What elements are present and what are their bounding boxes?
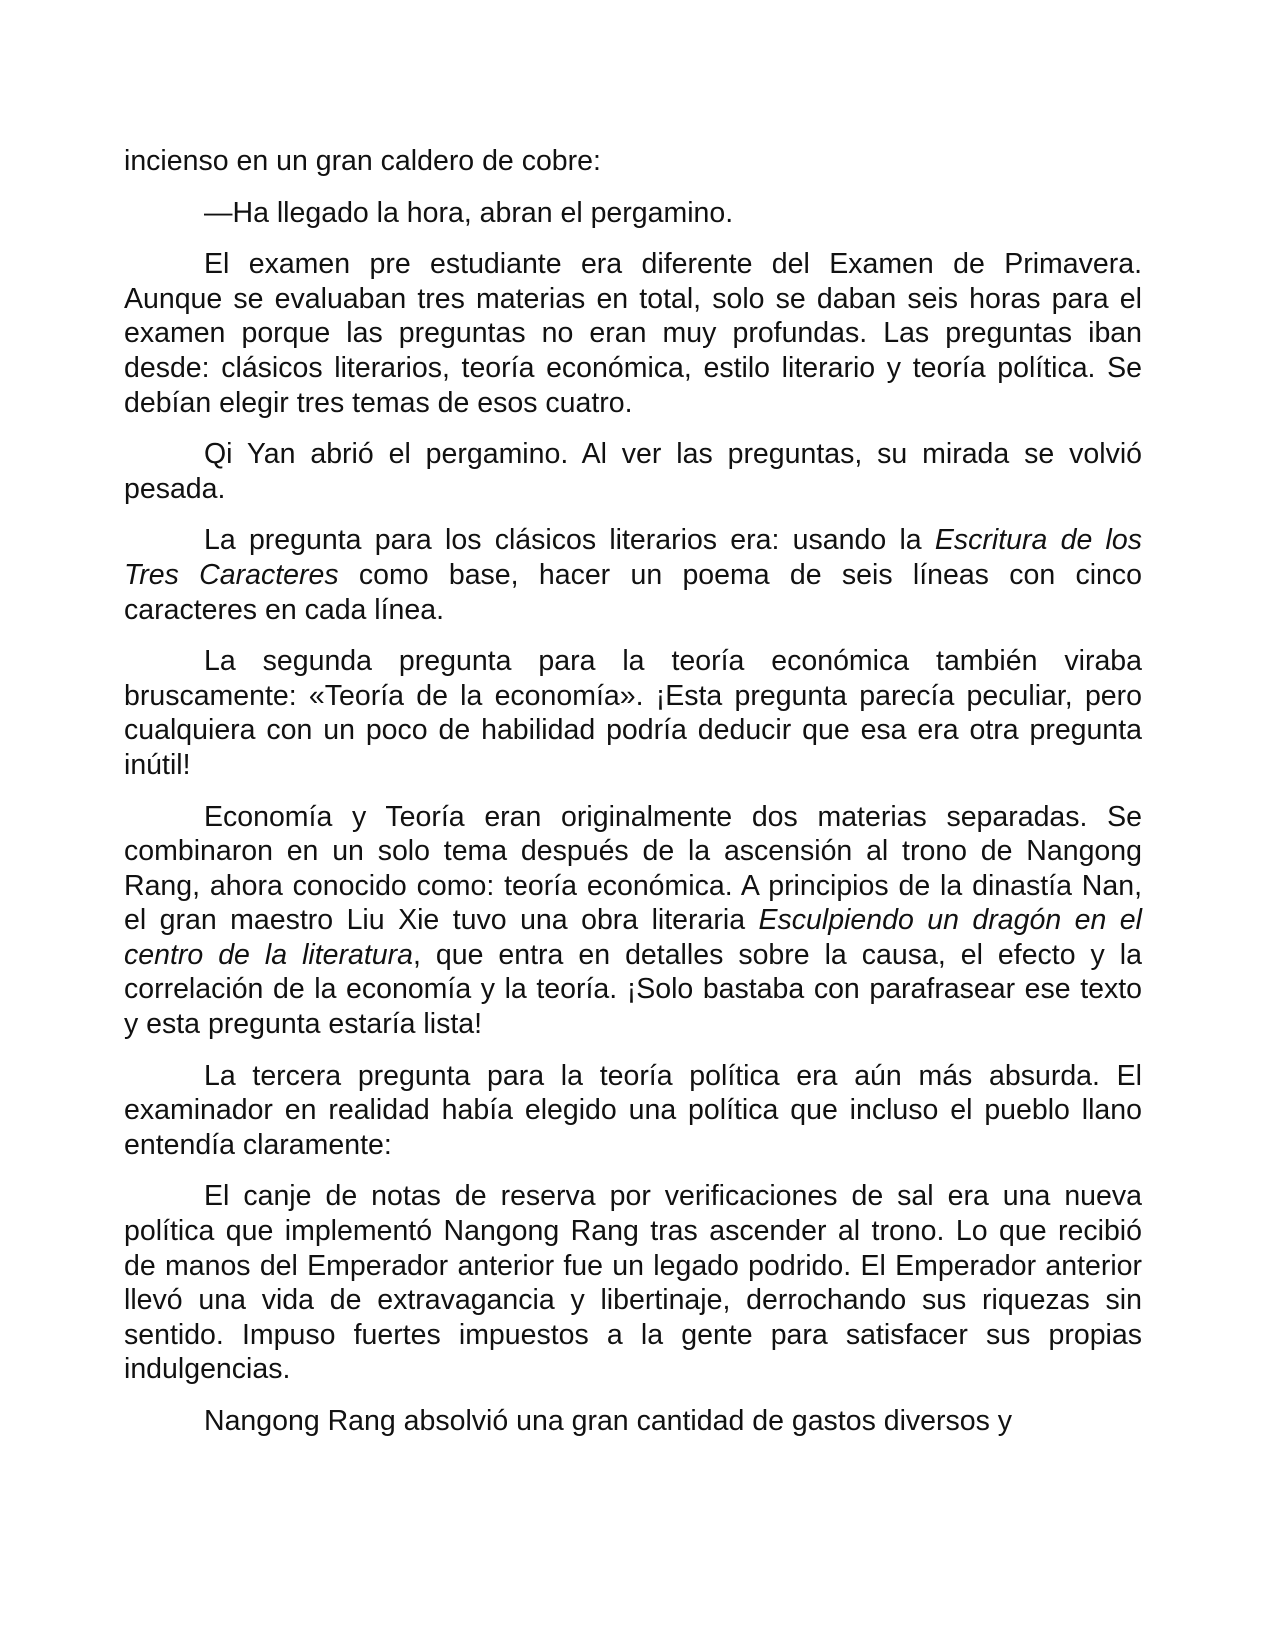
paragraph-3: [124, 247, 1142, 420]
paragraph-2: [124, 196, 1142, 231]
paragraph-text: —Ha llegado la hora, abran el pergamino.: [204, 196, 734, 229]
paragraph-7: [124, 800, 1142, 1042]
paragraph-10: [124, 1404, 1142, 1439]
paragraph-text: El canje de notas de reserva por verificaciones de sal era una nueva política que implementó Nangong Rang tras ascender al trono. Lo que recibió de manos del Emperador anterior fue un legado podrido. El Emperador anterior llevó una vida de extravagancia y libertinaje, derrochando sus riquezas sin sentido. Impuso fuertes impuestos a la gente para satisfacer sus propias indulgencias.: [124, 1180, 1142, 1386]
paragraph-9: [124, 1179, 1142, 1387]
paragraph-text: La pregunta para los clásicos literarios era: usando la: [204, 524, 935, 557]
book-title-italic: Esculpiendo un dragón en el centro de la literatura: [124, 904, 1142, 971]
paragraph-1: [124, 144, 1142, 179]
paragraph-text: La tercera pregunta para la teoría política era aún más absurda. El examinador en realidad había elegido una política que incluso el pueblo llano entendía claramente:: [124, 1059, 1142, 1161]
paragraph-text: como base, hacer un poema de seis líneas con cinco caracteres en cada línea.: [124, 558, 1143, 626]
paragraph-text: , que entra en detalles sobre la causa, el efecto y la correlación de la economía y la teoría. ¡Solo bastaba con parafrasear ese texto y esta pregunta estaría lista!: [124, 938, 1142, 1041]
paragraph-6: [124, 644, 1142, 782]
book-title-italic: Escritura de los Tres Caracteres: [124, 524, 1142, 591]
paragraph-text: Nangong Rang absolvió una gran cantidad de gastos diversos y: [204, 1405, 1013, 1437]
paragraph-text: Qi Yan abrió el pergamino. Al ver las preguntas, su mirada se volvió pesada.: [124, 438, 1142, 505]
paragraph-4: [124, 437, 1142, 506]
text-body: [124, 144, 1142, 1439]
paragraph-text: La segunda pregunta para la teoría económica también viraba bruscamente: «Teoría de la economía». ¡Esta pregunta parecía peculiar, pero cualquiera con un poco de habilidad podría deducir que esa era otra pregunta inútil!: [124, 645, 1142, 781]
paragraph-text: El examen pre estudiante era diferente del Examen de Primavera. Aunque se evaluaban tres materias en total, solo se daban seis horas para el examen porque las preguntas no eran muy profundas. Las preguntas iban desde: clásicos literarios, teoría económica, estilo literario y teoría política. Se debían elegir tres temas de esos cuatro.: [124, 248, 1142, 419]
paragraph-8: [124, 1059, 1142, 1163]
paragraph-text: Economía y Teoría eran originalmente dos materias separadas. Se combinaron en un solo tema después de la ascensión al trono de Nangong Rang, ahora conocido como: teoría económica. A principios de la dinastía Nan, el gran maestro Liu Xie tuvo una obra literaria: [124, 800, 1142, 937]
paragraph-text: incienso en un gran caldero de cobre:: [124, 145, 601, 177]
paragraph-5: [124, 523, 1142, 627]
